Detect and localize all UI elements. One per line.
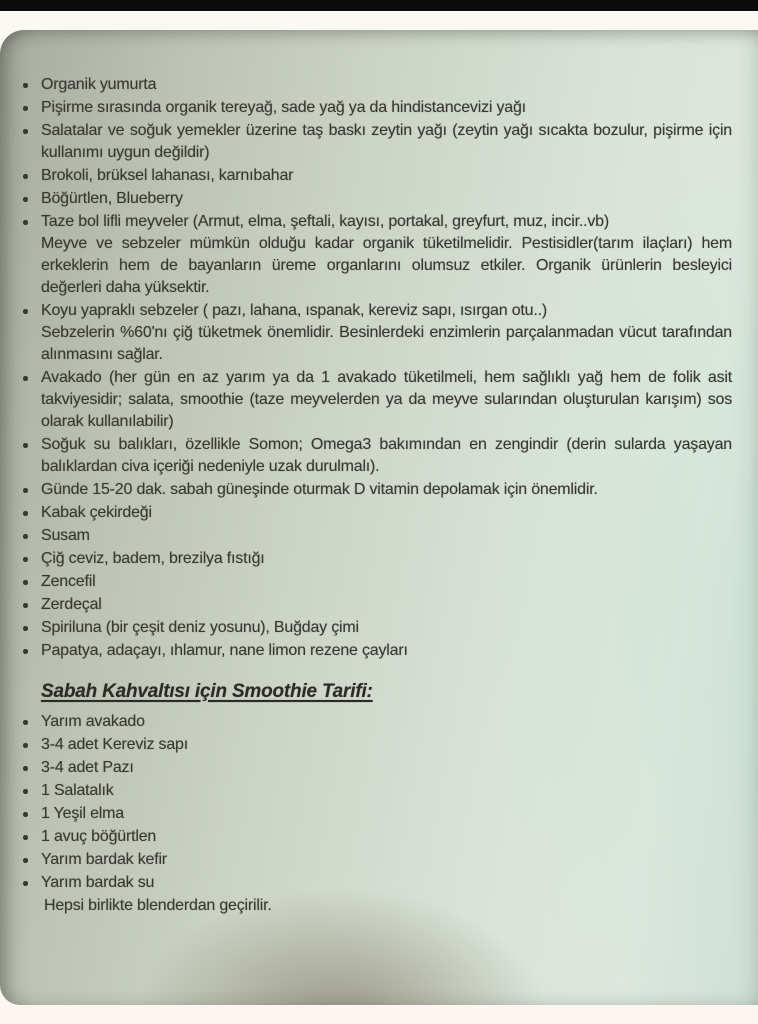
document-content xyxy=(0,30,758,917)
list-item xyxy=(14,211,732,299)
list-item xyxy=(14,74,732,96)
list-item xyxy=(14,434,732,478)
list-item xyxy=(14,594,732,616)
list-item xyxy=(14,120,732,164)
list-item xyxy=(14,757,732,779)
list-item-text: Papatya, adaçayı, ıhlamur, nane limon rezene çayları xyxy=(41,642,408,659)
list-item xyxy=(14,525,732,547)
list-item xyxy=(14,502,732,524)
list-item-text: Koyu yapraklı sebzeler ( pazı, lahana, ıspanak, kereviz sapı, ısırgan otu..) xyxy=(41,302,547,319)
list-item-text: 3-4 adet Pazı xyxy=(41,759,134,776)
list-item-text: Yarım avakado xyxy=(41,713,145,730)
list-item xyxy=(14,826,732,848)
list-item-text: 1 Yeşil elma xyxy=(41,805,124,822)
list-item-text: 1 Salatalık xyxy=(41,782,114,799)
list-item xyxy=(14,849,732,871)
list-item xyxy=(14,548,732,570)
recipe-footer: Hepsi birlikte blenderdan geçirilir. xyxy=(44,897,272,914)
nutrition-list xyxy=(14,74,732,662)
list-item-text: Brokoli, brüksel lahanası, karnıbahar xyxy=(41,167,294,184)
list-item-text: 1 avuç böğürtlen xyxy=(41,828,157,845)
list-item xyxy=(14,571,732,593)
list-item-text: Böğürtlen, Blueberry xyxy=(41,190,183,207)
list-item xyxy=(14,711,732,733)
list-item-text: Salatalar ve soğuk yemekler üzerine taş baskı zeytin yağı (zeytin yağı sıcakta bozulur, pişirme için kullanımı uygun değildir) xyxy=(41,122,732,161)
list-item-text: Susam xyxy=(41,527,90,544)
list-item xyxy=(14,367,732,433)
recipe-list xyxy=(14,711,732,894)
list-item xyxy=(14,165,732,187)
list-item xyxy=(14,640,732,662)
list-item-text: Yarım bardak kefir xyxy=(41,851,167,868)
document-photo xyxy=(0,30,758,1005)
list-item-text: 3-4 adet Kereviz sapı xyxy=(41,736,188,753)
list-item-text: Zencefil xyxy=(41,573,96,590)
list-item-text: Yarım bardak su xyxy=(41,874,155,891)
list-item-text: Taze bol lifli meyveler (Armut, elma, şeftali, kayısı, portakal, greyfurt, muz, incir..vb) xyxy=(41,213,609,230)
list-item-text: Pişirme sırasında organik tereyağ, sade yağ ya da hindistancevizi yağı xyxy=(41,99,526,116)
list-item xyxy=(14,734,732,756)
list-item-text: Günde 15-20 dak. sabah güneşinde oturmak D vitamin depolamak için önemlidir. xyxy=(41,481,598,498)
list-item-text: Çiğ ceviz, badem, brezilya fıstığı xyxy=(41,550,265,567)
recipe-heading: Sabah Kahvaltısı için Smoothie Tarifi: xyxy=(41,681,373,702)
status-bar xyxy=(0,0,758,11)
list-item-text: Avakado (her gün en az yarım ya da 1 avakado tüketilmeli, hem sağlıklı yağ hem de folik asit takviyesidir; salata, smoothie (taze meyvelerden ya da meyve sularından oluşturulan karışım) sos olarak kullanılabilir) xyxy=(41,369,732,430)
list-item xyxy=(14,300,732,366)
list-item-text: Zerdeçal xyxy=(41,596,102,613)
list-item xyxy=(14,188,732,210)
list-item-note: Meyve ve sebzeler mümkün olduğu kadar organik tüketilmelidir. Pestisidler(tarım ilaçları) hem erkeklerin hem de bayanların üreme organlarını olumsuz etkiler. Organik ürünlerin besleyici değerleri daha yüksektir. xyxy=(41,235,732,296)
list-item xyxy=(14,780,732,802)
list-item xyxy=(14,479,732,501)
list-item xyxy=(14,617,732,639)
list-item-text: Soğuk su balıkları, özellikle Somon; Omega3 bakımından en zengindir (derin sularda yaşayan balıklardan civa içeriği nedeniyle uzak durulmalı). xyxy=(41,436,732,475)
list-item xyxy=(14,97,732,119)
list-item-text: Spiriluna (bir çeşit deniz yosunu), Buğday çimi xyxy=(41,619,359,636)
list-item-text: Kabak çekirdeği xyxy=(41,504,152,521)
list-item xyxy=(14,803,732,825)
list-item-note: Sebzelerin %60'nı çiğ tüketmek önemlidir. Besinlerdeki enzimlerin parçalanmadan vücut tarafından alınmasını sağlar. xyxy=(41,324,732,363)
list-item xyxy=(14,872,732,894)
list-item-text: Organik yumurta xyxy=(41,76,157,93)
